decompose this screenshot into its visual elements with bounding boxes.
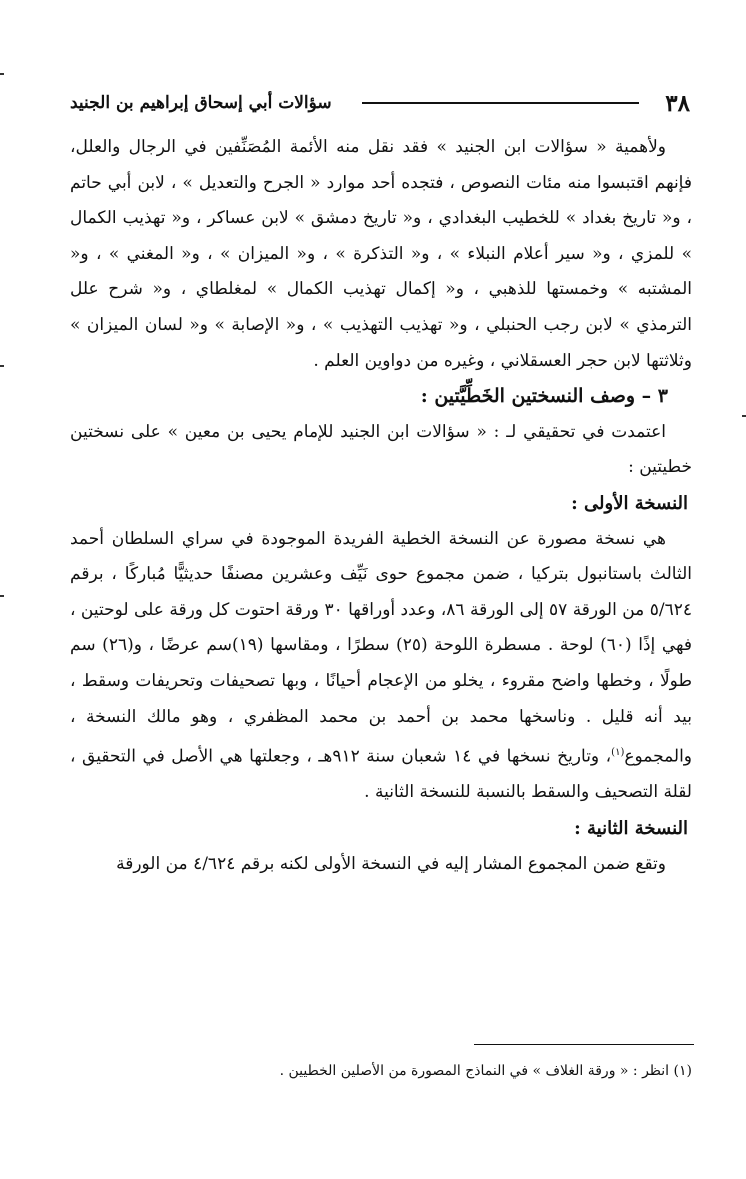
margin-mark <box>742 415 746 417</box>
first-copy-text-a: هي نسخة مصورة عن النسخة الخطية الفريدة الموجودة في سراي السلطان أحمد الثالث باستانبول بتركيا ، ضمن مجموع حوى نَيِّف وعشرين مصنفًا حديثيًّا مُباركًا ، برقم ٥/٦٢٤ من الورقة ٥٧ إلى الورقة ٨٦، وعدد أوراقها ٣٠ ورقة احتوت كل ورقة على لوحتين ، فهي إذًا (٦٠) لوحة . مسطرة اللوحة (٢٥) سطرًا ، ومقاسها (١٩)سم عرضًا ، و(٢٦) سم طولًا ، وخطها واضح مقروء ، يخلو من الإعجام أحيانًا ، وبها تصحيفات وتحريفات وسقط ، بيد أنه قليل . وناسخها محمد بن أحمد بن محمد المظفري ، وهو مالك النسخة ، والمجموع <box>70 528 693 767</box>
first-copy-text-b: ، وتاريخ نسخها في ١٤ شعبان سنة ٩١٢هـ ، وجعلتها هي الأصل في التحقيق ، لقلة التصحيف والسقط بالنسبة للنسخة الثانية . <box>70 746 692 803</box>
margin-mark <box>0 73 4 75</box>
margin-mark <box>0 595 4 597</box>
second-copy-paragraph: وتقع ضمن المجموع المشار إليه في النسخة الأولى لكنه برقم ٤/٦٢٤ من الورقة <box>116 853 666 874</box>
first-copy-heading: النسخة الأولى : <box>571 492 688 514</box>
running-title: سؤالات أبي إسحاق إبراهيم بن الجنيد <box>70 93 332 113</box>
margin-mark <box>0 365 4 367</box>
header-rule <box>362 102 640 104</box>
footnote: (١) انظر : « ورقة الغلاف » في النماذج المصورة من الأصلين الخطيين . <box>279 1063 692 1079</box>
footnote-rule <box>474 1044 694 1045</box>
section-heading: ٣ – وصف النسختين الخَطِّيَّتين : <box>420 385 668 408</box>
footnote-reference[interactable]: (١) <box>611 747 625 759</box>
section-paragraph: اعتمدت في تحقيقي لـ : « سؤالات ابن الجنيد للإمام يحيى بن معين » على نسختين خطيتين : <box>70 421 692 478</box>
page-header <box>70 86 690 120</box>
page-number: ٣٨ <box>665 89 690 117</box>
body-text <box>70 130 692 882</box>
first-copy-paragraph <box>70 522 692 811</box>
second-copy-heading: النسخة الثانية : <box>574 817 688 839</box>
intro-paragraph: ولأهمية « سؤالات ابن الجنيد » فقد نقل منه الأئمة المُصَنِّفين في الرجال والعلل، فإنهم اقتبسوا منه مئات النصوص ، فتجده أحد موارد « الجرح والتعديل » ، لابن أبي حاتم ، و« تاريخ بغداد » للخطيب البغدادي ، و« تاريخ دمشق » لابن عساكر ، و« تهذيب الكمال » للمزي ، و« سير أعلام النبلاء » ، و« التذكرة » ، و« الميزان » ، و« المغني » ، و« المشتبه » وخمستها للذهبي ، و« إكمال تهذيب الكمال » لمغلطاي ، و« شرح علل الترمذي » لابن رجب الحنبلي ، و« تهذيب التهذيب » ، و« الإصابة » و« لسان الميزان » وثلاثتها لابن حجر العسقلاني ، وغيره من دواوين العلم . <box>70 137 692 371</box>
